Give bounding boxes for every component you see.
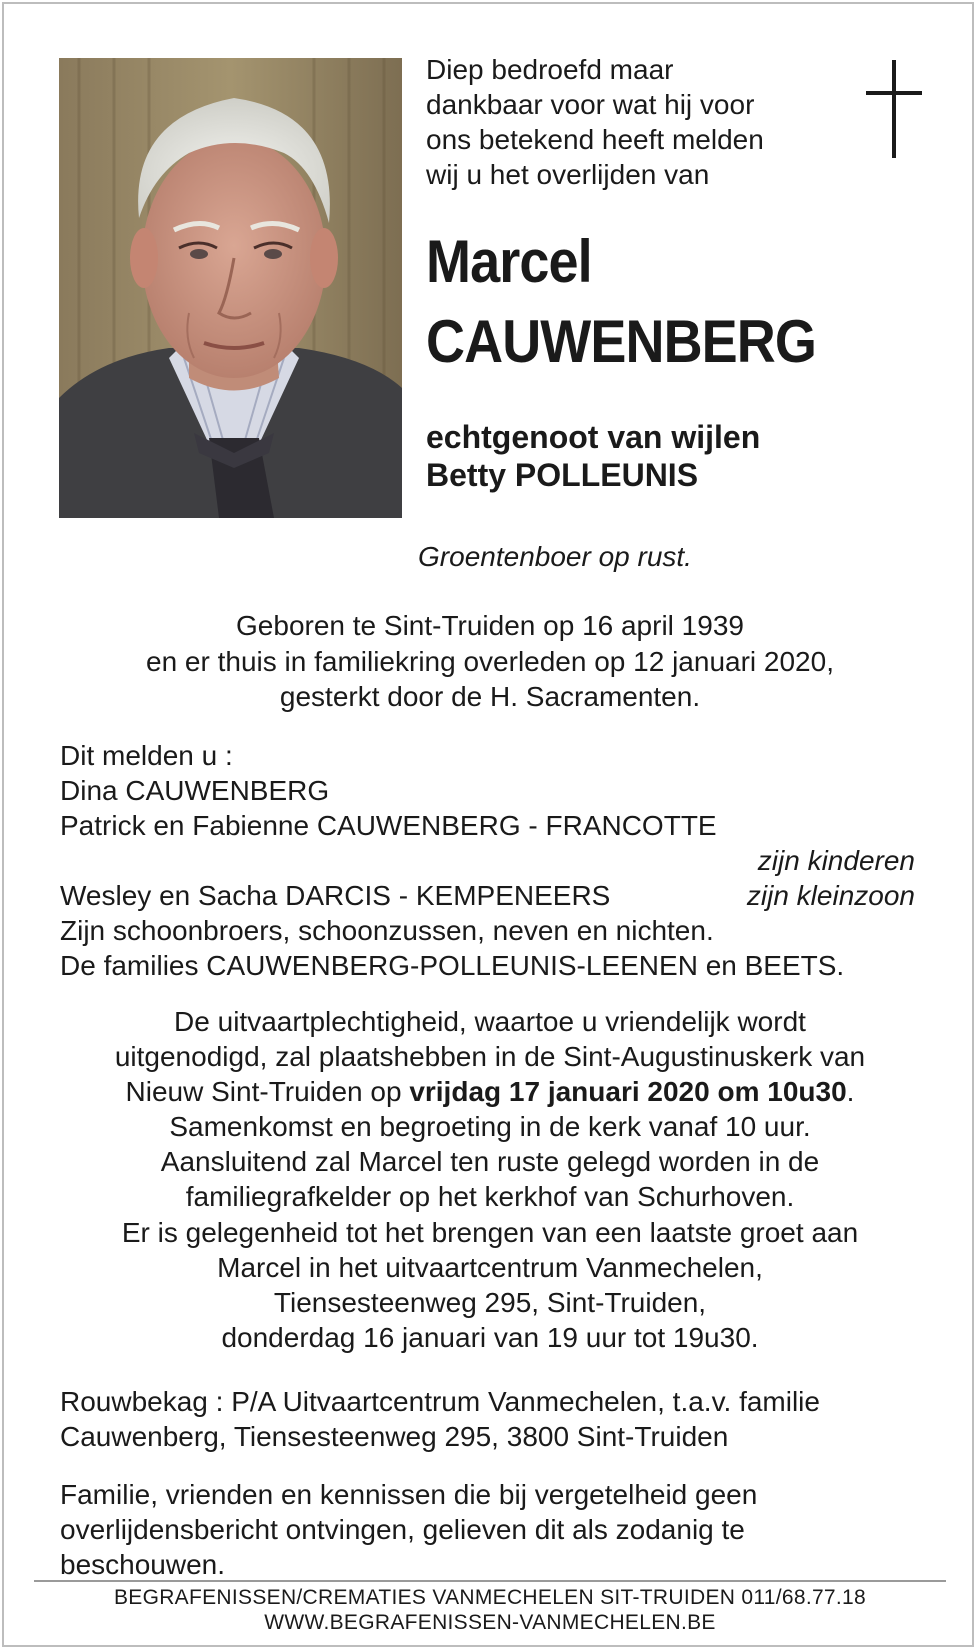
occupation — [0, 540, 980, 574]
ceremony-line: donderdag 16 januari van 19 uur tot 19u30. — [221, 1321, 759, 1353]
ceremony-datetime: vrijdag 17 januari 2020 om 10u30 — [409, 1076, 847, 1108]
latin-cross-icon — [866, 60, 922, 158]
grandson-name: Wesley en Sacha DARCIS - KEMPENEERS — [60, 880, 611, 911]
condolence-line: Cauwenberg, Tiensesteenweg 295, 3800 Sint-Truiden — [60, 1421, 729, 1452]
ceremony-line: Er is gelegenheid tot het brengen van een laatste groet aan — [121, 1216, 859, 1248]
notice-text — [60, 1477, 940, 1582]
condolence-address — [60, 1384, 940, 1454]
families-line: De families CAUWENBERG-POLLEUNIS-LEENEN en BEETS. — [60, 950, 845, 981]
notice-line: beschouwen. — [60, 1549, 226, 1580]
ceremony-line: Tiensesteenweg 295, Sint-Truiden, — [273, 1286, 707, 1318]
intro-line: dankbaar voor wat hij voor — [426, 89, 755, 120]
intro-line: Diep bedroefd maar — [426, 54, 674, 85]
footer-website: WWW.BEGRAFENISSEN-VANMECHELEN.BE — [264, 1611, 716, 1634]
inlaws-line: Zijn schoonbroers, schoonzussen, neven en nichten. — [60, 915, 714, 946]
last-name: CAUWENBERG — [426, 308, 816, 375]
occupation-text: Groentenboer op rust. — [418, 541, 692, 572]
family-intro: Dit melden u : — [60, 740, 233, 771]
notice-line: overlijdensbericht ontvingen, gelieven dit als zodanig te — [60, 1514, 745, 1545]
footer — [0, 1585, 980, 1635]
footer-company: BEGRAFENISSEN/CREMATIES VANMECHELEN SIT-TRUIDEN 011/68.77.18 — [113, 1586, 867, 1609]
grandson-label: zijn kleinzoon — [746, 880, 915, 911]
children-label: zijn kinderen — [757, 845, 915, 876]
ceremony-text: Nieuw Sint-Truiden op — [125, 1076, 410, 1108]
spouse-name: Betty POLLEUNIS — [426, 457, 699, 493]
intro-line: ons betekend heeft melden — [426, 124, 764, 155]
ceremony-line: familiegrafkelder op het kerkhof van Schurhoven. — [185, 1181, 795, 1213]
spouse-info — [426, 418, 760, 494]
birth-death-info — [0, 608, 980, 715]
ceremony-line: uitgenodigd, zal plaatshebben in de Sint-Augustinuskerk van — [114, 1041, 866, 1073]
condolence-line: Rouwbekag : P/A Uitvaartcentrum Vanmechelen, t.a.v. familie — [60, 1386, 820, 1417]
deceased-name — [426, 222, 816, 382]
first-name: Marcel — [426, 228, 592, 295]
born-line: en er thuis in familiekring overleden op 12 januari 2020, — [146, 645, 834, 677]
born-line: gesterkt door de H. Sacramenten. — [279, 681, 701, 712]
children-row — [60, 843, 915, 878]
ceremony-line: Samenkomst en begroeting in de kerk vanaf 10 uur. — [169, 1111, 811, 1143]
ceremony-text: . — [846, 1076, 855, 1108]
ceremony-line: De uitvaartplechtigheid, waartoe u vriendelijk wordt — [174, 1006, 806, 1037]
notice-line: Familie, vrienden en kennissen die bij vergetelheid geen — [60, 1479, 758, 1510]
child-name: Dina CAUWENBERG — [60, 775, 330, 806]
ceremony-line: Marcel in het uitvaartcentrum Vanmechelen, — [217, 1251, 763, 1283]
footer-divider — [34, 1580, 946, 1582]
born-line: Geboren te Sint-Truiden op 16 april 1939 — [236, 610, 744, 641]
grandson-row — [60, 878, 915, 913]
funeral-details — [0, 1004, 980, 1355]
family-list — [60, 738, 915, 983]
child-name: Patrick en Fabienne CAUWENBERG - FRANCOTTE — [60, 810, 717, 841]
ceremony-date-line — [0, 1074, 980, 1109]
portrait-photo — [59, 58, 402, 518]
spouse-line: echtgenoot van wijlen — [426, 419, 761, 455]
intro-text — [426, 52, 846, 192]
ceremony-line: Aansluitend zal Marcel ten ruste gelegd worden in de — [160, 1146, 820, 1178]
intro-line: wij u het overlijden van — [426, 159, 710, 190]
